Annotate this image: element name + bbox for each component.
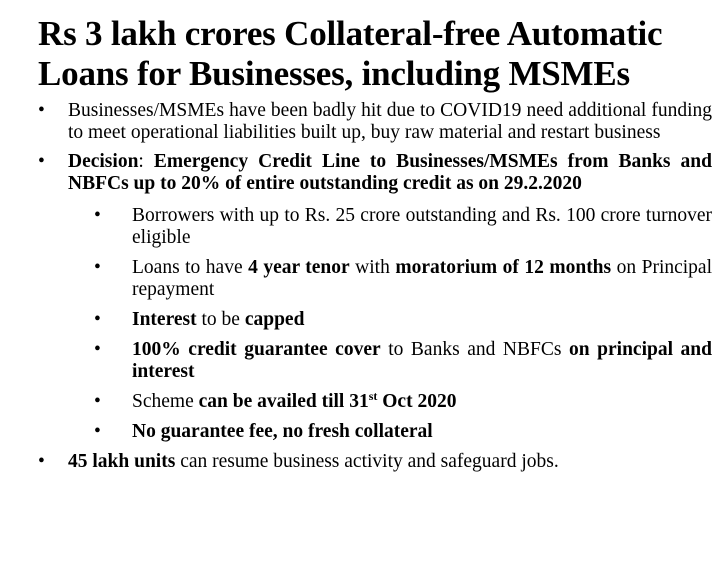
sub-bullet-list <box>68 205 712 443</box>
sub-item-fee <box>94 421 712 443</box>
decision-separator: : <box>138 151 154 172</box>
bullet-list <box>38 100 712 473</box>
bullet-dot: • <box>38 151 45 172</box>
guarantee-bold-2: on principal and interest <box>132 339 712 382</box>
deadline-text-1: Scheme <box>132 391 199 412</box>
bullet-item-decision <box>38 151 712 443</box>
decision-text: Emergency Credit Line to Businesses/MSMEs from Banks and NBFCs up to 20% of entire outstanding credit as on 29.2.2020 <box>68 151 712 194</box>
bullet-dot: • <box>38 451 45 472</box>
tenor-text-3: on Principal repayment <box>132 257 713 300</box>
units-text: can resume business activity and safeguard jobs. <box>175 451 559 472</box>
sub-item-guarantee <box>94 339 712 383</box>
bullet-dot: • <box>94 391 101 412</box>
deadline-superscript: st <box>368 389 378 403</box>
sub-item-deadline <box>94 391 712 413</box>
tenor-bold-2: moratorium of 12 months <box>395 257 612 278</box>
eligibility-text: Borrowers with up to Rs. 25 crore outstanding and Rs. 100 crore turnover eligible <box>132 205 712 248</box>
interest-bold-1: Interest <box>132 309 197 330</box>
sub-item-eligibility <box>94 205 712 249</box>
sub-item-interest <box>94 309 712 331</box>
tenor-bold-1: 4 year tenor <box>248 257 350 278</box>
decision-label: Decision <box>68 151 139 172</box>
bullet-dot: • <box>94 339 101 360</box>
deadline-bold-2: Oct 2020 <box>377 391 457 412</box>
fee-text: No guarantee fee, no fresh collateral <box>132 421 433 442</box>
title-line-2: Loans for Businesses, including MSMEs <box>38 54 630 93</box>
bullet-dot: • <box>94 309 101 330</box>
bullet-dot: • <box>94 205 101 226</box>
bullet-dot: • <box>38 100 45 121</box>
title-line-1: Rs 3 lakh crores Collateral-free Automatic <box>38 14 663 53</box>
sub-item-tenor <box>94 257 712 301</box>
interest-text-1: to be <box>196 309 245 330</box>
guarantee-text-1: to Banks and NBFCs <box>380 339 569 360</box>
bullet-dot: • <box>94 421 101 442</box>
tenor-text-2: with <box>349 257 396 278</box>
tenor-text-1: Loans to have <box>132 257 249 278</box>
interest-bold-2: capped <box>244 309 305 330</box>
slide-title <box>38 14 712 94</box>
bullet-dot: • <box>94 257 101 278</box>
guarantee-bold-1: 100% credit guarantee cover <box>132 339 381 360</box>
impact-text: Businesses/MSMEs have been badly hit due to COVID19 need additional funding to meet operational liabilities built up, buy raw material and restart business <box>68 100 712 143</box>
bullet-item-units <box>38 451 712 473</box>
deadline-bold-1: can be availed till 31 <box>198 391 369 412</box>
units-bold: 45 lakh units <box>68 451 176 472</box>
bullet-item-impact <box>38 100 712 144</box>
